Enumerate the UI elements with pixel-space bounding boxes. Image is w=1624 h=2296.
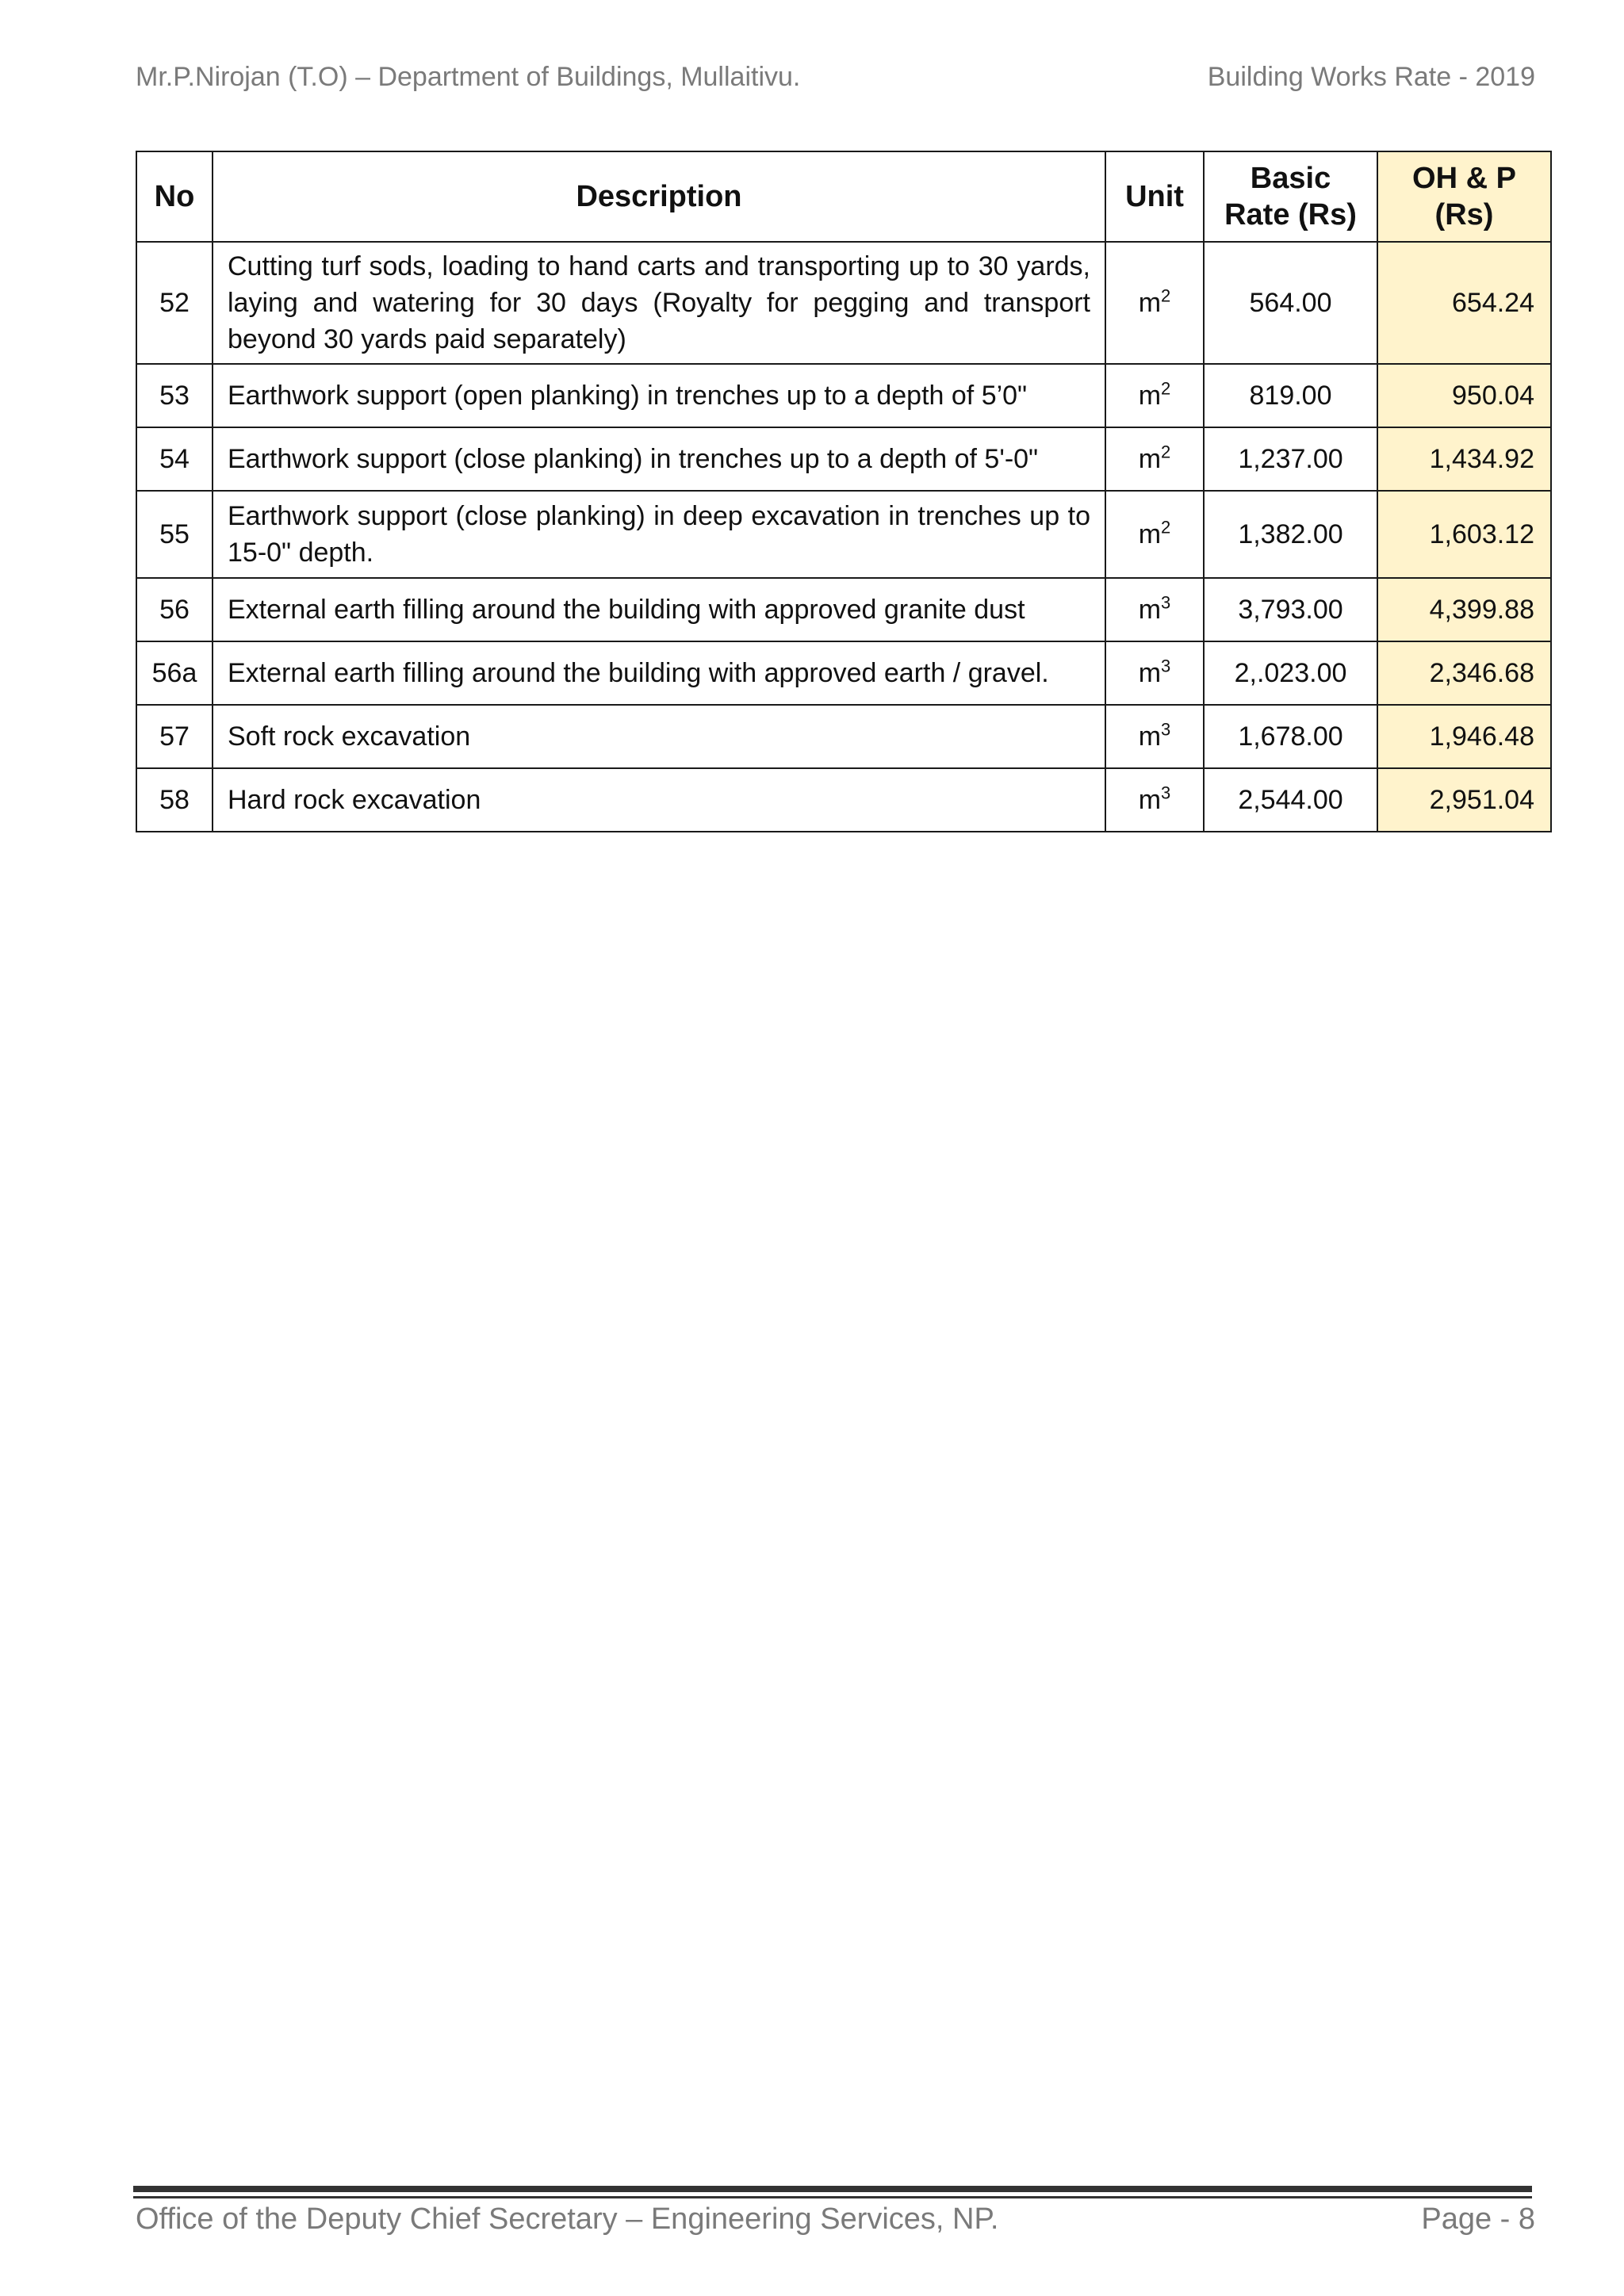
unit-base: m xyxy=(1138,658,1162,688)
unit-exponent: 3 xyxy=(1161,783,1171,803)
footer-rule-thick xyxy=(133,2186,1532,2192)
item-unit xyxy=(1105,641,1204,705)
unit-exponent: 2 xyxy=(1161,285,1171,306)
page-number: Page - 8 xyxy=(1421,2202,1535,2236)
column-header-basic-rate xyxy=(1204,151,1377,242)
basic-rate-header-line1: Basic xyxy=(1250,162,1331,195)
item-description: Earthwork support (open planking) in trenches up to a depth of 5’0" xyxy=(213,364,1105,427)
item-unit xyxy=(1105,705,1204,768)
basic-rate-header-line2: Rate (Rs) xyxy=(1224,198,1357,232)
item-number: 58 xyxy=(136,768,213,832)
table-row xyxy=(136,364,1551,427)
unit-base: m xyxy=(1138,381,1162,411)
item-unit xyxy=(1105,578,1204,641)
document-footer-left: Office of the Deputy Chief Secretary – Engineering Services, NP. xyxy=(136,2202,999,2236)
item-number: 53 xyxy=(136,364,213,427)
item-oh-p-rate: 2,346.68 xyxy=(1377,641,1551,705)
unit-base: m xyxy=(1138,785,1162,815)
item-basic-rate: 2,544.00 xyxy=(1204,768,1377,832)
item-description: External earth filling around the building with approved granite dust xyxy=(213,578,1105,641)
item-oh-p-rate: 950.04 xyxy=(1377,364,1551,427)
oh-p-header-line1: OH & P xyxy=(1412,162,1516,195)
table-row xyxy=(136,705,1551,768)
item-basic-rate: 1,678.00 xyxy=(1204,705,1377,768)
item-basic-rate: 1,382.00 xyxy=(1204,491,1377,578)
item-unit xyxy=(1105,242,1204,364)
item-basic-rate: 1,237.00 xyxy=(1204,427,1377,491)
item-description: Soft rock excavation xyxy=(213,705,1105,768)
item-number: 55 xyxy=(136,491,213,578)
rates-table xyxy=(136,151,1552,832)
document-header-left: Mr.P.Nirojan (T.O) – Department of Buildings, Mullaitivu. xyxy=(136,62,801,92)
item-description: Hard rock excavation xyxy=(213,768,1105,832)
item-description: Earthwork support (close planking) in trenches up to a depth of 5'-0" xyxy=(213,427,1105,491)
item-basic-rate: 819.00 xyxy=(1204,364,1377,427)
table-header-row xyxy=(136,151,1551,242)
oh-p-header-line2: (Rs) xyxy=(1434,198,1494,232)
item-description: Earthwork support (close planking) in deep excavation in trenches up to 15-0" depth. xyxy=(213,491,1105,578)
table-row xyxy=(136,641,1551,705)
item-unit xyxy=(1105,427,1204,491)
item-basic-rate: 2,.023.00 xyxy=(1204,641,1377,705)
unit-exponent: 2 xyxy=(1161,378,1171,399)
unit-exponent: 3 xyxy=(1161,719,1171,740)
item-number: 56 xyxy=(136,578,213,641)
item-oh-p-rate: 4,399.88 xyxy=(1377,578,1551,641)
item-basic-rate: 564.00 xyxy=(1204,242,1377,364)
unit-base: m xyxy=(1138,444,1162,474)
item-basic-rate: 3,793.00 xyxy=(1204,578,1377,641)
unit-exponent: 2 xyxy=(1161,442,1171,462)
unit-exponent: 3 xyxy=(1161,656,1171,676)
table-row xyxy=(136,578,1551,641)
column-header-unit: Unit xyxy=(1105,151,1204,242)
item-number: 54 xyxy=(136,427,213,491)
unit-base: m xyxy=(1138,519,1162,549)
column-header-description: Description xyxy=(213,151,1105,242)
table-row xyxy=(136,768,1551,832)
item-oh-p-rate: 1,946.48 xyxy=(1377,705,1551,768)
item-oh-p-rate: 654.24 xyxy=(1377,242,1551,364)
unit-base: m xyxy=(1138,721,1162,752)
item-description: Cutting turf sods, loading to hand carts and transporting up to 30 yards, laying and watering for 30 days (Royalty for pegging and transport beyond 30 yards paid separately) xyxy=(213,242,1105,364)
footer-rule-thin xyxy=(133,2196,1532,2198)
item-number: 52 xyxy=(136,242,213,364)
item-oh-p-rate: 1,603.12 xyxy=(1377,491,1551,578)
unit-exponent: 2 xyxy=(1161,517,1171,538)
table-row xyxy=(136,491,1551,578)
item-oh-p-rate: 1,434.92 xyxy=(1377,427,1551,491)
unit-base: m xyxy=(1138,288,1162,318)
item-number: 57 xyxy=(136,705,213,768)
table-row xyxy=(136,242,1551,364)
item-oh-p-rate: 2,951.04 xyxy=(1377,768,1551,832)
item-unit xyxy=(1105,491,1204,578)
column-header-no: No xyxy=(136,151,213,242)
item-unit xyxy=(1105,364,1204,427)
unit-base: m xyxy=(1138,595,1162,625)
table-row xyxy=(136,427,1551,491)
column-header-oh-p xyxy=(1377,151,1551,242)
item-unit xyxy=(1105,768,1204,832)
unit-exponent: 3 xyxy=(1161,592,1171,613)
item-description: External earth filling around the building with approved earth / gravel. xyxy=(213,641,1105,705)
item-number: 56a xyxy=(136,641,213,705)
document-header-right: Building Works Rate - 2019 xyxy=(1207,62,1535,92)
